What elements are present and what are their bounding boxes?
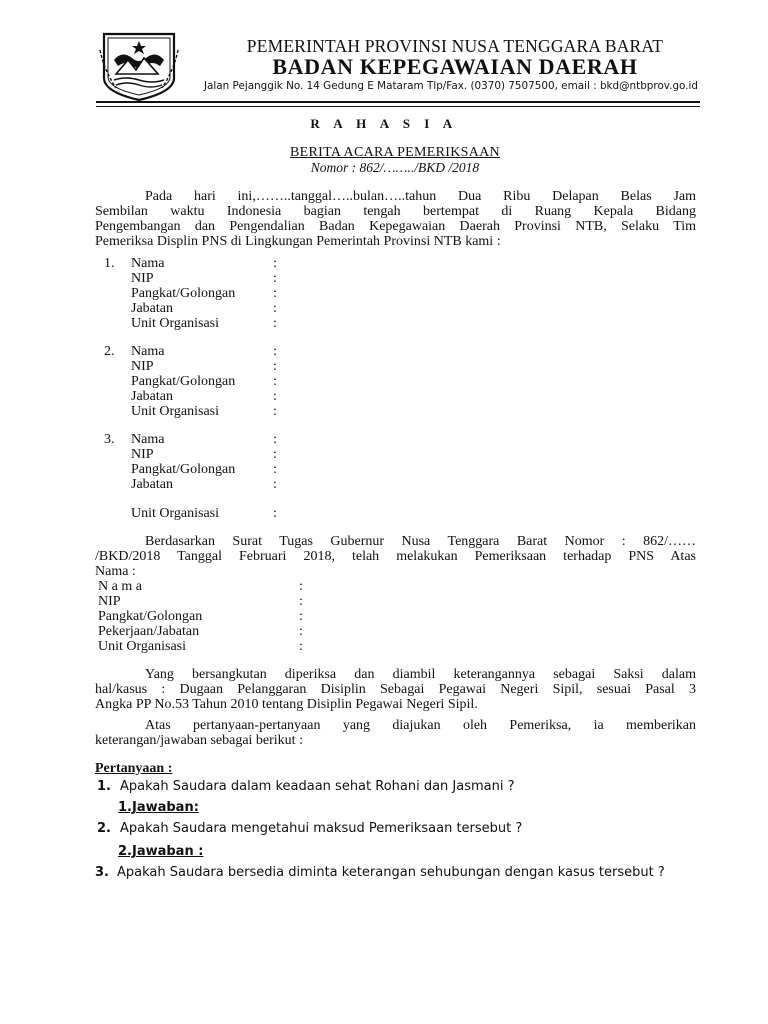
field-label: Unit Organisasi [98,639,187,654]
letterhead-divider-thick [96,101,700,103]
paragraph-line: Angka PP No.53 Tahun 2010 tentang Disiplin Pegawai Negeri Sipil. [95,697,478,712]
opening-paragraph [95,189,696,249]
field-colon: : [299,639,303,654]
field-colon: : [273,404,277,419]
questions-heading: Pertanyaan : [95,761,173,776]
letterhead-divider-thin [96,106,700,107]
paragraph-line: Nama : [95,564,136,579]
paragraph-line: Sembilan waktu Indonesia bagian tengah bertempat di Ruang Kepala Bidang [95,204,696,219]
field-label: N a m a [98,579,142,594]
field-label: Pangkat/Golongan [98,609,203,624]
case-paragraph [95,667,696,712]
question-text: Apakah Saudara bersedia diminta keterangan sehubungan dengan kasus tersebut ? [117,865,665,880]
field-label: NIP [98,594,121,609]
field-label: Pangkat/Golongan [131,286,236,301]
field-colon: : [273,477,277,492]
paragraph-line: Yang bersangkutan diperiksa dan diambil keterangannya sebagai Saksi dalam [145,667,696,682]
field-label: NIP [131,447,154,462]
answer-label: 1.Jawaban: [118,800,199,815]
field-colon: : [299,624,303,639]
examiner-number: 3. [104,432,115,447]
field-colon: : [273,256,277,271]
letterhead-government: PEMERINTAH PROVINSI NUSA TENGGARA BARAT [246,36,664,56]
question-number: 3. [95,865,109,880]
field-label: Pekerjaan/Jabatan [98,624,200,639]
statement-paragraph [95,718,696,748]
field-colon: : [273,344,277,359]
paragraph-line: /BKD/2018 Tanggal Februari 2018, telah melakukan Pemeriksaan terhadap PNS Atas [95,549,696,564]
field-label: Jabatan [131,389,173,404]
ntb-province-emblem-icon [98,30,180,102]
field-label: Pangkat/Golongan [131,462,236,477]
field-colon: : [273,432,277,447]
field-colon: : [273,286,277,301]
field-colon: : [299,579,303,594]
field-colon: : [273,506,277,521]
field-colon: : [273,316,277,331]
question-text: Apakah Saudara dalam keadaan sehat Rohani dan Jasmani ? [120,779,515,794]
field-colon: : [273,389,277,404]
document-title: BERITA ACARA PEMERIKSAAN [290,145,500,160]
paragraph-line: Pemeriksa Displin PNS di Lingkungan Pemerintah Provinsi NTB kami : [95,234,501,249]
field-colon: : [273,271,277,286]
field-colon: : [273,447,277,462]
field-label: Jabatan [131,477,173,492]
field-colon: : [273,301,277,316]
field-label: Unit Organisasi [131,404,220,419]
field-label: Pangkat/Golongan [131,374,236,389]
examiner-number: 1. [104,256,115,271]
letterhead-address: Jalan Pejanggik No. 14 Gedung E Mataram Tlp/Fax. (0370) 7507500, email : bkd@ntbprov.go.id [203,80,698,92]
field-label: Unit Organisasi [131,506,220,521]
field-colon: : [273,374,277,389]
field-label: Jabatan [131,301,173,316]
paragraph-line: keterangan/jawaban sebagai berikut : [95,733,303,748]
paragraph-line: Pengembangan dan Pengendalian Badan Kepegawaian Daerah Provinsi NTB, Selaku Tim [95,219,696,234]
field-colon: : [299,594,303,609]
field-label: Nama [131,432,165,447]
field-label: Nama [131,344,165,359]
basis-paragraph [95,534,696,579]
question-text: Apakah Saudara mengetahui maksud Pemeriksaan tersebut ? [120,821,523,836]
field-label: NIP [131,359,154,374]
paragraph-line: Pada hari ini,……..tanggal…..bulan…..tahun Dua Ribu Delapan Belas Jam [145,189,696,204]
letterhead-agency: BADAN KEPEGAWAIAN DAERAH [272,54,638,79]
question-number: 1. [97,779,111,794]
paragraph-line: hal/kasus : Dugaan Pelanggaran Disiplin Sebagai Pegawai Negeri Sipil, sesuai Pasal 3 [95,682,696,697]
field-colon: : [273,462,277,477]
document-number: Nomor : 862/……../BKD /2018 [310,160,480,175]
answer-label: 2.Jawaban : [118,844,204,859]
question-number: 2. [97,821,111,836]
examiner-number: 2. [104,344,115,359]
classification-label: R A H A S I A [310,116,458,131]
field-label: Unit Organisasi [131,316,220,331]
paragraph-line: Atas pertanyaan-pertanyaan yang diajukan oleh Pemeriksa, ia memberikan [145,718,696,733]
paragraph-line: Berdasarkan Surat Tugas Gubernur Nusa Tenggara Barat Nomor : 862/…… [145,534,696,549]
field-label: NIP [131,271,154,286]
field-colon: : [299,609,303,624]
field-colon: : [273,359,277,374]
field-label: Nama [131,256,165,271]
